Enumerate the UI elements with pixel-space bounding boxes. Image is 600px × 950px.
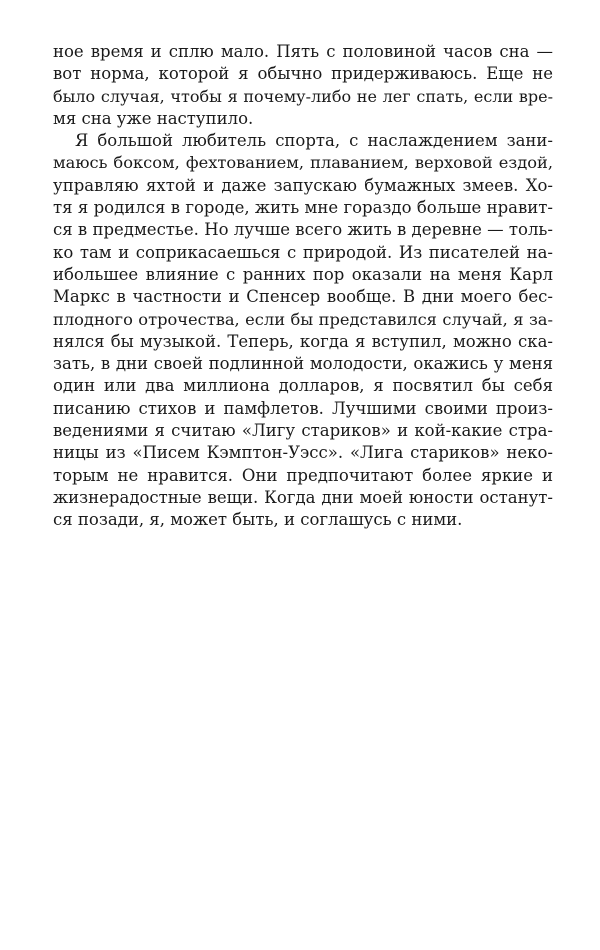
- text-line: один или два миллиона долларов, я посвятил бы себя: [53, 376, 553, 396]
- text-line: Я большой любитель спорта, с наслаждением зани-: [75, 131, 553, 151]
- text-line: ницы из «Писем Кэмптон-Уэсс». «Лига стариков» неко-: [53, 443, 553, 463]
- body-text: [53, 41, 553, 532]
- text-line: ибольшее влияние с ранних пор оказали на меня Карл: [53, 264, 553, 284]
- text-line: ся позади, я, может быть, и соглашусь с ними.: [53, 510, 463, 530]
- text-line: зать, в дни своей подлинной молодости, окажись у меня: [53, 354, 553, 374]
- paragraph: [53, 41, 553, 130]
- text-line: управляю яхтой и даже запускаю бумажных змеев. Хо-: [53, 175, 553, 195]
- text-line: было случая, чтобы я почему-либо не лег спать, если вре-: [53, 86, 553, 106]
- text-line: плодного отрочества, если бы представился случай, я за-: [53, 309, 553, 329]
- paragraph: [53, 130, 553, 531]
- text-line: ко там и соприкасаешься с природой. Из писателей на-: [53, 242, 553, 262]
- text-line: ведениями я считаю «Лигу стариков» и кой-какие стра-: [53, 421, 553, 441]
- text-line: Маркс в частности и Спенсер вообще. В дни моего бес-: [53, 287, 553, 307]
- text-line: ное время и сплю мало. Пять с половиной часов сна —: [53, 42, 553, 61]
- text-line: вот норма, которой я обычно придерживаюсь. Еще не: [53, 64, 553, 84]
- text-line: ся в предместье. Но лучше всего жить в деревне — толь-: [53, 220, 553, 240]
- text-line: нялся бы музыкой. Теперь, когда я вступил, можно ска-: [53, 331, 553, 351]
- text-line: торым не нравится. Они предпочитают более яркие и: [53, 465, 553, 485]
- text-line: маюсь боксом, фехтованием, плаванием, верховой ездой,: [53, 153, 553, 173]
- text-line: тя я родился в городе, жить мне гораздо больше нравит-: [53, 198, 553, 218]
- text-line: мя сна уже наступило.: [53, 108, 254, 128]
- text-line: жизнерадостные вещи. Когда дни моей юности останут-: [53, 487, 553, 507]
- text-line: писанию стихов и памфлетов. Лучшими своими произ-: [53, 398, 553, 418]
